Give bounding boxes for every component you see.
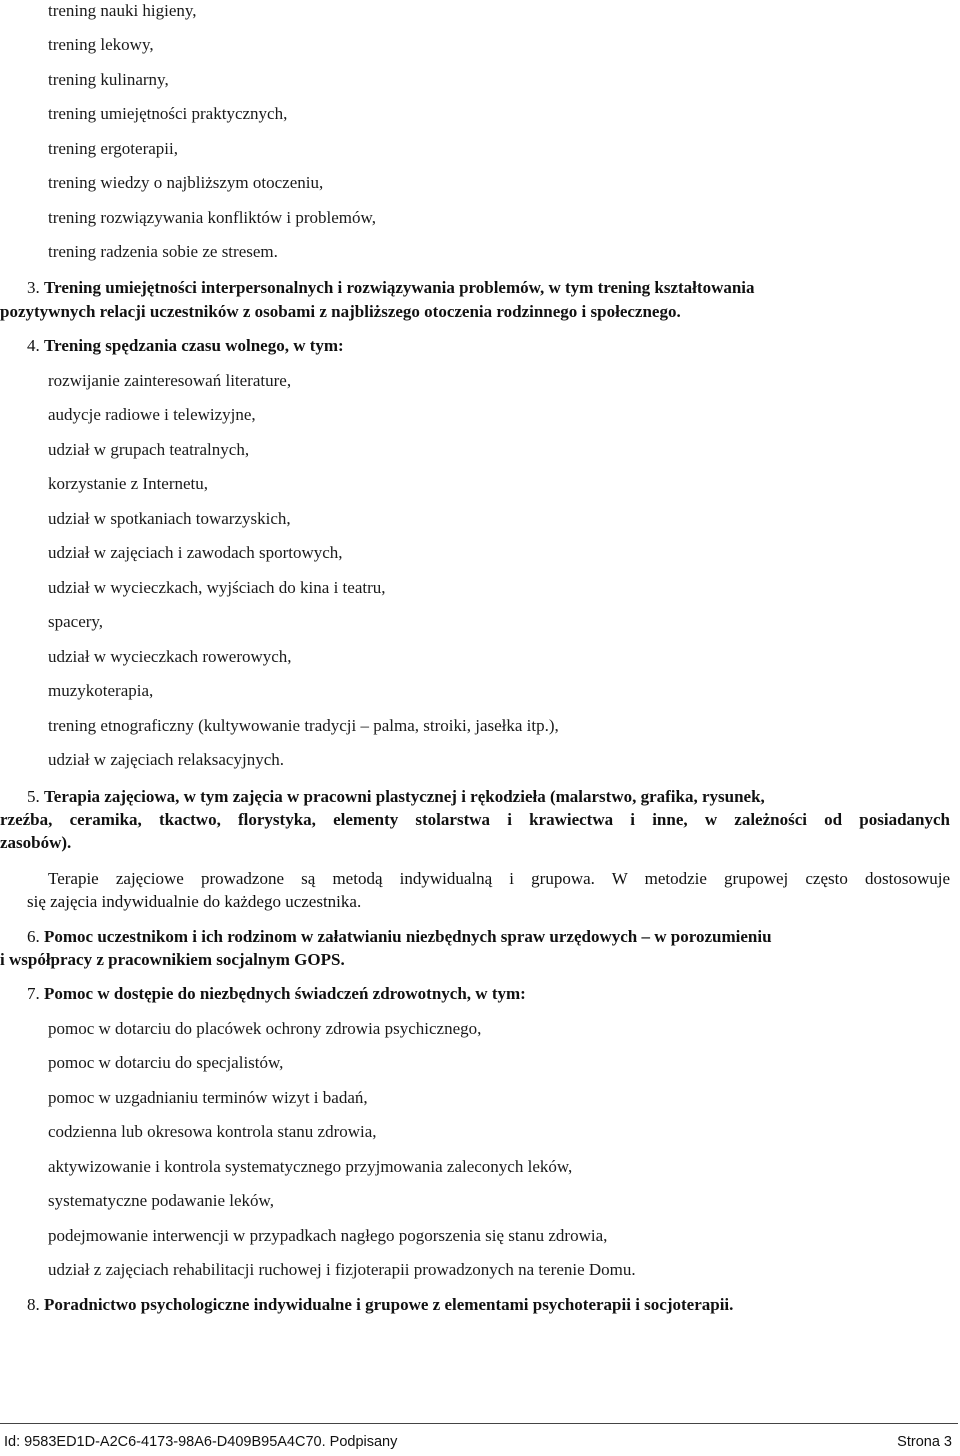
list-item: udział w grupach teatralnych, bbox=[48, 440, 250, 459]
list-item: trening ergoterapii, bbox=[48, 139, 178, 158]
list-item: pomoc w dotarciu do placówek ochrony zdrowia psychicznego, bbox=[48, 1019, 482, 1038]
footer-page-number: Strona 3 bbox=[897, 1434, 952, 1450]
list-item: trening nauki higieny, bbox=[48, 1, 197, 20]
list-item: udział w spotkaniach towarzyskich, bbox=[48, 509, 291, 528]
list-item: trening etnograficzny (kultywowanie tradycji – palma, stroiki, jasełka itp.), bbox=[48, 716, 559, 735]
list-item: trening radzenia sobie ze stresem. bbox=[48, 242, 278, 261]
section-7-title: Pomoc w dostępie do niezbędnych świadczeń zdrowotnych, w tym: bbox=[44, 984, 526, 1003]
section-3-line-1 bbox=[0, 276, 950, 299]
list-item: aktywizowanie i kontrola systematycznego przyjmowania zaleconych leków, bbox=[48, 1157, 573, 1176]
list-item: rozwijanie zainteresowań literature, bbox=[48, 371, 292, 390]
list-item: audycje radiowe i telewizyjne, bbox=[48, 405, 256, 424]
list-item: muzykoterapia, bbox=[48, 681, 154, 700]
section-number: 4. bbox=[27, 336, 40, 355]
list-item: trening kulinarny, bbox=[48, 70, 169, 89]
list-item: trening lekowy, bbox=[48, 35, 154, 54]
list-item: trening rozwiązywania konfliktów i problemów, bbox=[48, 208, 376, 227]
section-number: 6. bbox=[27, 927, 40, 946]
section-4-heading bbox=[27, 335, 344, 357]
list-item: trening wiedzy o najbliższym otoczeniu, bbox=[48, 173, 324, 192]
section-3-title-part-1: Trening umiejętności interpersonalnych i rozwiązywania problemów, w tym trening kształtowania bbox=[44, 278, 755, 297]
section-number: 5. bbox=[27, 787, 40, 806]
section-6-title-part-1: Pomoc uczestnikom i ich rodzinom w załatwianiu niezbędnych spraw urzędowych – w porozumieniu bbox=[44, 927, 772, 946]
section-5-title-part-1: Terapia zajęciowa, w tym zajęcia w pracowni plastycznej i rękodzieła (malarstwo, grafika, rysunek, bbox=[44, 787, 765, 806]
section-8-heading bbox=[27, 1294, 733, 1316]
section-6-line-2: i współpracy z pracownikiem socjalnym GOPS. bbox=[0, 950, 345, 969]
section-number: 7. bbox=[27, 984, 40, 1003]
list-item: pomoc w uzgadnianiu terminów wizyt i badań, bbox=[48, 1088, 368, 1107]
section-number: 8. bbox=[27, 1295, 40, 1314]
section-7-heading bbox=[27, 983, 526, 1005]
list-item: udział w wycieczkach rowerowych, bbox=[48, 647, 292, 666]
list-item: spacery, bbox=[48, 612, 104, 631]
section-5-line-3: zasobów). bbox=[0, 833, 72, 852]
list-item: codzienna lub okresowa kontrola stanu zdrowia, bbox=[48, 1122, 377, 1141]
list-item: udział w wycieczkach, wyjściach do kina i teatru, bbox=[48, 578, 386, 597]
section-number: 3. bbox=[27, 278, 40, 297]
section-5-note-line-1: Terapie zajęciowe prowadzone są metodą indywidualną i grupowa. W metodzie grupowej często dostosowuje bbox=[48, 869, 950, 888]
section-4-title: Trening spędzania czasu wolnego, w tym: bbox=[44, 336, 344, 355]
section-5-line-1 bbox=[0, 785, 950, 808]
list-item: systematyczne podawanie leków, bbox=[48, 1191, 274, 1210]
section-8-title: Poradnictwo psychologiczne indywidualne i grupowe z elementami psychoterapii i socjoterapii. bbox=[44, 1295, 734, 1314]
footer-divider bbox=[0, 1423, 958, 1424]
list-item: pomoc w dotarciu do specjalistów, bbox=[48, 1053, 284, 1072]
footer-document-id: Id: 9583ED1D-A2C6-4173-98A6-D409B95A4C70. Podpisany bbox=[4, 1434, 398, 1450]
list-item: korzystanie z Internetu, bbox=[48, 474, 209, 493]
list-item: trening umiejętności praktycznych, bbox=[48, 104, 288, 123]
section-3-line-2: pozytywnych relacji uczestników z osobami z najbliższego otoczenia rodzinnego i społecznego. bbox=[0, 302, 681, 321]
section-5-note-line-2: się zajęcia indywidualnie do każdego uczestnika. bbox=[27, 892, 362, 911]
list-item: podejmowanie interwencji w przypadkach nagłego pogorszenia się stanu zdrowia, bbox=[48, 1226, 608, 1245]
list-item: udział w zajęciach relaksacyjnych. bbox=[48, 750, 284, 769]
section-5-line-2: rzeźba, ceramika, tkactwo, florystyka, elementy stolarstwa i krawiectwa i inne, w zależności od posiadanych bbox=[0, 810, 950, 829]
list-item: udział w zajęciach i zawodach sportowych, bbox=[48, 543, 343, 562]
list-item: udział z zajęciach rehabilitacji ruchowej i fizjoterapii prowadzonych na terenie Domu. bbox=[48, 1260, 636, 1279]
section-6-line-1 bbox=[0, 925, 950, 948]
